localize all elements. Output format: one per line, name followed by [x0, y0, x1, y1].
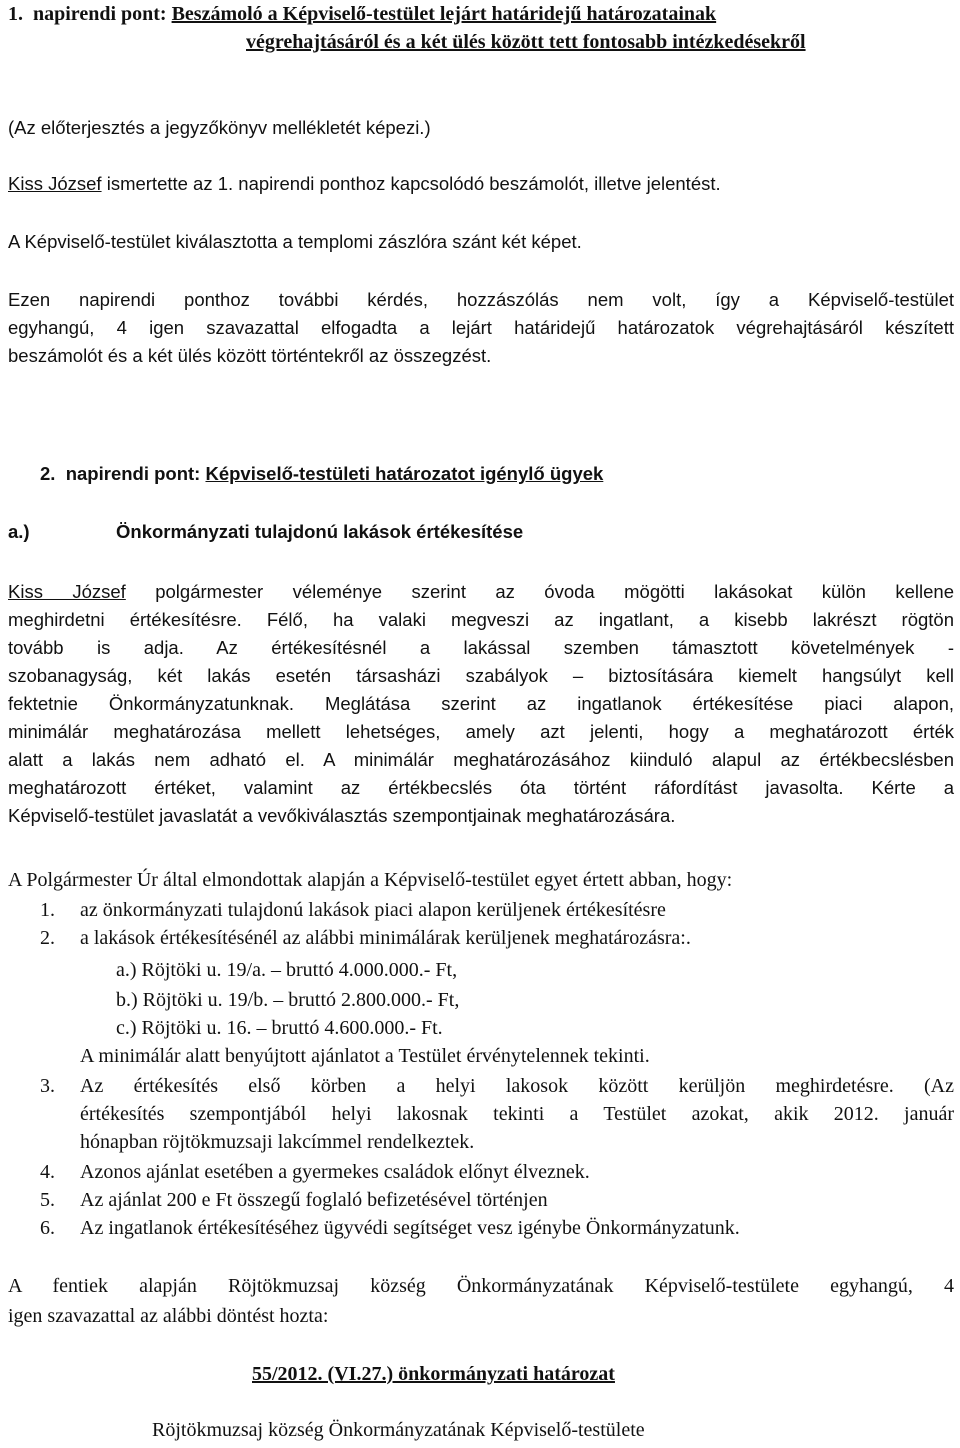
item1-decision-line-3: beszámolót és a két ülés között történtekről az összegzést. — [8, 345, 492, 366]
price-note: A minimálár alatt benyújtott ajánlatot a Testület érvénytelennek tekinti. — [80, 1045, 650, 1067]
item1-heading-prefix: 1. napirendi pont: — [8, 3, 167, 25]
item1-heading — [8, 0, 954, 28]
item2-para-line-7: alatt a lakás nem adható el. A minimálár meghatározásához kiinduló alapul az értékbecslésben — [8, 749, 954, 770]
point-4-num: 4. — [40, 1161, 55, 1183]
resolution-body-start: Röjtökmuzsaj község Önkormányzatának Képviselő-testülete — [152, 1419, 645, 1441]
item2-para-line-2: meghirdetni értékesítésre. Félő, ha valaki megveszi az ingatlant, a kisebb lakrészt rögtön — [8, 609, 954, 630]
item2-para-line-5: fektetnie Önkormányzatunknak. Meglátása szerint az ingatlanok értékesítése piaci alapon, — [8, 693, 954, 714]
item1-heading-title-line2: végrehajtásáról és a két ülés között tett fontosabb intézkedésekről — [246, 31, 806, 53]
item1-note: (Az előterjesztés a jegyzőkönyv mellékletét képezi.) — [8, 117, 431, 138]
agreement-intro: A Polgármester Úr által elmondottak alapján a Képviselő-testület egyet értett abban, hogy: — [8, 869, 733, 891]
point-5-num: 5. — [40, 1189, 55, 1211]
item2-para-line-4: szobanagyság, két lakás esetén társasházi szabályok – biztosítására kiemelt hangsúlyt kell — [8, 665, 954, 686]
item2-heading-prefix: 2. napirendi pont: — [40, 463, 201, 484]
presenter-name: Kiss József — [8, 173, 102, 194]
conclusion-line-1: A fentiek alapján Röjtökmuzsaj község Önkormányzatának Képviselő-testülete egyhangú, 4 — [8, 1275, 954, 1297]
point-2-text: a lakások értékesítésénél az alábbi minimálárak kerüljenek meghatározásra:. — [80, 927, 691, 949]
point-3-line-1: Az értékesítés első körben a helyi lakosok között kerüljön meghirdetésre. (Az — [80, 1075, 954, 1097]
point-1-num: 1. — [40, 899, 55, 921]
para-kiss: Kiss József — [8, 581, 126, 602]
point-3-num: 3. — [40, 1075, 55, 1097]
item2-para-line-9: Képviselő-testület javaslatát a vevőkiválasztás szempontjainak meghatározására. — [8, 805, 676, 826]
price-b: b.) Röjtöki u. 19/b. – bruttó 2.800.000.- Ft, — [116, 989, 460, 1011]
point-4-text: Azonos ajánlat esetében a gyermekes családok előnyt élveznek. — [80, 1161, 590, 1183]
point-2-num: 2. — [40, 927, 55, 949]
price-a: a.) Röjtöki u. 19/a. – bruttó 4.000.000.- Ft, — [116, 959, 458, 981]
point-5-text: Az ajánlat 200 e Ft összegű foglaló befizetésével történjen — [80, 1189, 548, 1211]
item2-para-line-6: minimálár meghatározása mellett lehetséges, amely azt jelenti, hogy a meghatározott érték — [8, 721, 954, 742]
item2-sub-title: Önkormányzati tulajdonú lakások értékesítése — [116, 521, 524, 542]
item1-heading-title-line1: Beszámoló a Képviselő-testület lejárt határidejű határozatainak — [171, 3, 717, 25]
item2-para-line-1: Kiss József polgármester véleménye szerint az óvoda mögötti lakásokat külön kellene — [8, 581, 955, 602]
item1-decision-line-2: egyhangú, 4 igen szavazattal elfogadta a lejárt határidejű határozatok végrehajtásáról készített — [8, 317, 954, 338]
item2-heading — [40, 460, 603, 488]
item2-sub-label: a.) — [8, 521, 30, 542]
item1-selection: A Képviselő-testület kiválasztotta a templomi zászlóra szánt két képet. — [8, 231, 582, 252]
point-6-text: Az ingatlanok értékesítéséhez ügyvédi segítséget vesz igénybe Önkormányzatunk. — [80, 1217, 740, 1239]
presenter-rest: ismertette az 1. napirendi ponthoz kapcsolódó beszámolót, illetve jelentést. — [101, 173, 721, 194]
item2-heading-title: Képviselő-testületi határozatot igénylő ügyek — [205, 463, 604, 484]
item1-presenter-line — [8, 170, 954, 198]
item1-heading-line2 — [246, 28, 806, 56]
point-3-line-2: értékesítés szempontjából helyi lakosnak tekinti a Testület azokat, akik 2012. január — [80, 1103, 954, 1125]
price-c: c.) Röjtöki u. 16. – bruttó 4.600.000.- Ft. — [116, 1017, 443, 1039]
item2-subheading — [8, 518, 954, 546]
point-1-text: az önkormányzati tulajdonú lakások piaci alapon kerüljenek értékesítésre — [80, 899, 666, 921]
resolution-title: 55/2012. (VI.27.) önkormányzati határozat — [252, 1363, 615, 1385]
conclusion-line-2: igen szavazattal az alábbi döntést hozta: — [8, 1305, 329, 1327]
item2-para-line-3: tovább is adja. Az értékesítésnél a lakással szemben támasztott követelmények - — [8, 637, 954, 658]
item2-para-line-8: meghatározott értéket, valamint az értékbecslés óta történt ráfordítást javasolta. Kérte a — [8, 777, 954, 798]
point-6-num: 6. — [40, 1217, 55, 1239]
item1-decision-line-1: Ezen napirendi ponthoz további kérdés, hozzászólás nem volt, így a Képviselő-testület — [8, 289, 954, 310]
point-3-line-3: hónapban röjtökmuzsaji lakcímmel rendelkeztek. — [80, 1131, 475, 1153]
